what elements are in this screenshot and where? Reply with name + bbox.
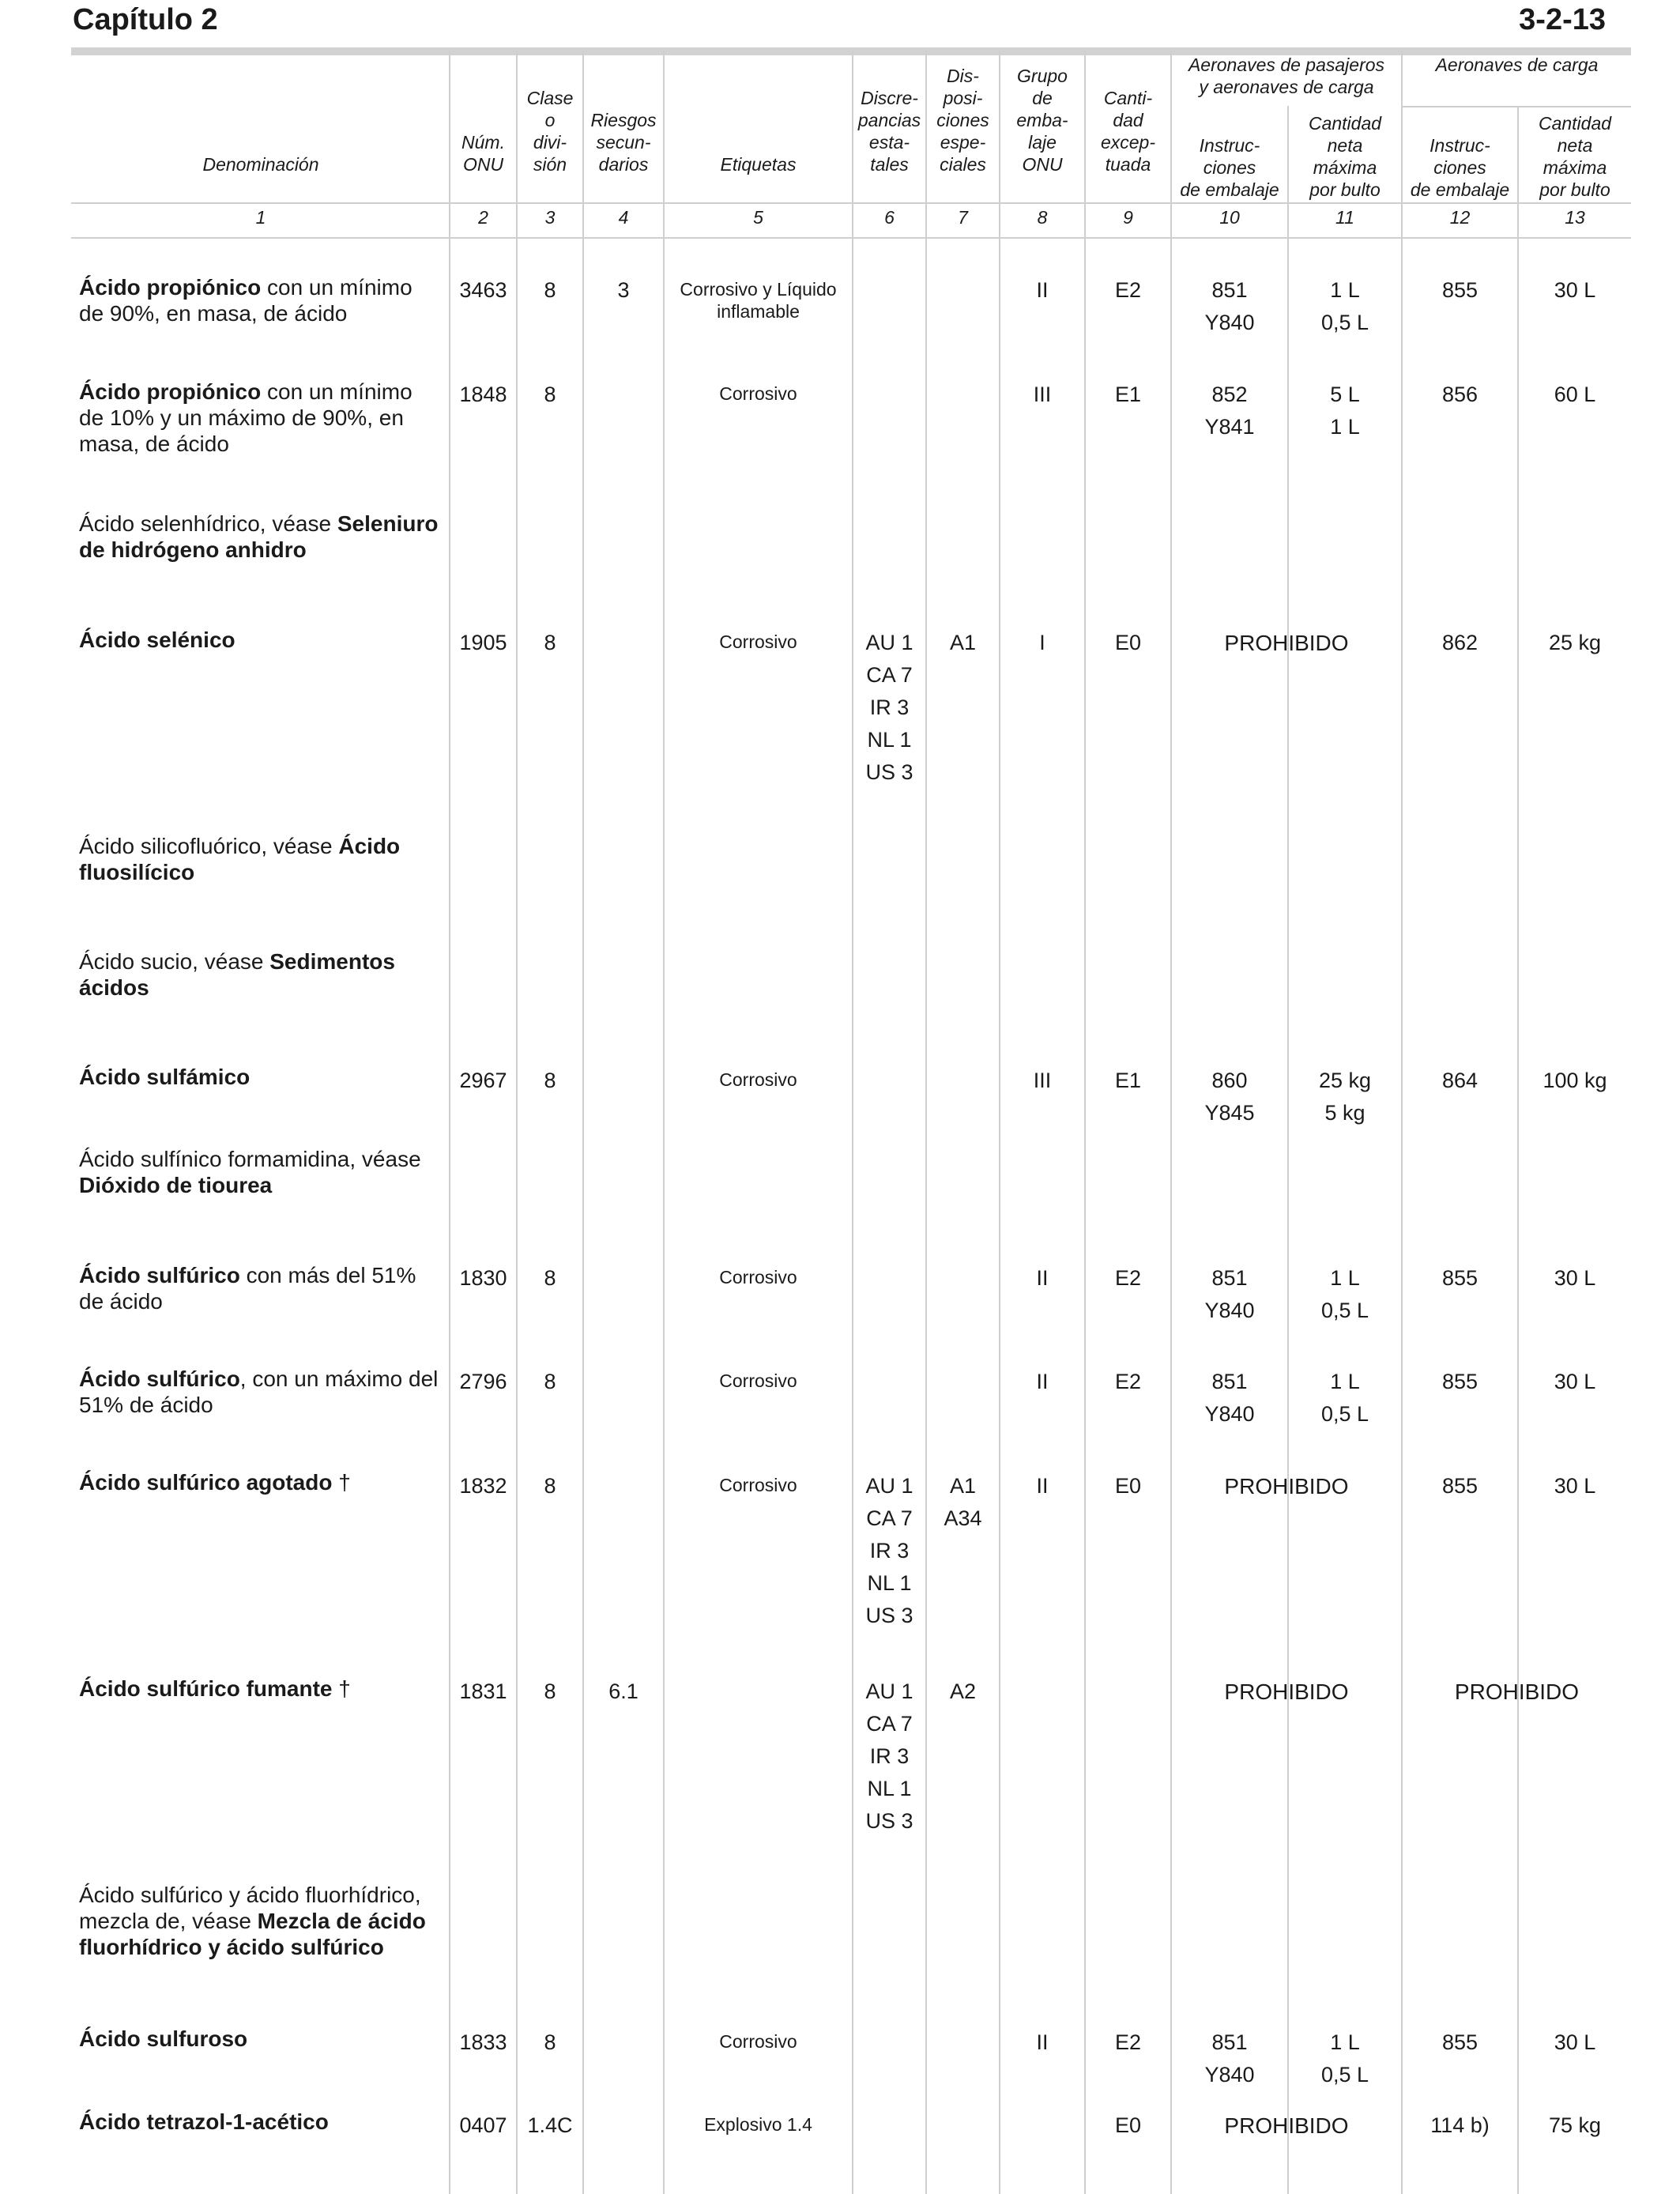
pax-max-quantity: 1 L 0,5 L: [1320, 2030, 1369, 2087]
un-number: 1833: [459, 2030, 507, 2054]
excepted-quantity: E2: [1114, 2030, 1142, 2054]
cargo-packing-instruction: 864: [1441, 1069, 1478, 1092]
substance-name: Ácido tetrazol-1-acético: [79, 2109, 329, 2134]
cargo-max-quantity: 25 kg: [1548, 631, 1602, 654]
pax-packing-instruction: 860 Y845: [1204, 1069, 1255, 1125]
header-group-pasajeros: Aeronaves de pasajeros y aeronaves de carga: [1188, 55, 1385, 97]
pax-forbidden: PROHIBIDO: [1224, 1474, 1349, 1498]
cross-reference: Dióxido de tiourea: [79, 1173, 273, 1197]
pax-packing-instruction: 851 Y840: [1204, 1370, 1255, 1426]
substance-name: Ácido sulfúrico fumante †: [79, 1676, 351, 1701]
hazard-class: 8: [544, 1266, 556, 1290]
hazard-class: 8: [544, 383, 556, 406]
column-rule: [582, 51, 584, 2194]
column-number: 13: [1565, 207, 1585, 228]
cross-reference: Seleniuro de hidrógeno anhidro: [79, 511, 439, 562]
substance-name: Ácido sulfúrico agotado †: [79, 1470, 351, 1495]
cargo-max-quantity: 30 L: [1554, 1266, 1596, 1290]
pax-forbidden: PROHIBIDO: [1224, 2113, 1349, 2138]
column-number: 8: [1037, 207, 1048, 228]
header-instrucciones-carga: Instruc- ciones de embalaje: [1410, 135, 1510, 200]
pax-max-quantity: 1 L 0,5 L: [1320, 1370, 1369, 1426]
substance-name: Ácido selenhídrico, véase Seleniuro de hidrógeno anhidro: [79, 511, 439, 562]
header-disposiciones: Dis- posi- ciones espe- ciales: [936, 66, 989, 175]
cargo-packing-instruction: 862: [1441, 631, 1478, 654]
cargo-max-quantity: 30 L: [1554, 278, 1596, 302]
header-riesgos: Riesgos secun- darios: [590, 110, 657, 175]
cross-reference: Ácido fluosilícico: [79, 834, 401, 884]
substance-name: Ácido sucio, véase Sedimentos ácidos: [79, 949, 395, 1000]
cross-reference: Sedimentos ácidos: [79, 949, 395, 1000]
hazard-class: 1.4C: [527, 2113, 573, 2137]
excepted-quantity: E2: [1114, 278, 1142, 302]
un-number: 1905: [459, 631, 507, 654]
header-num-onu: Núm. ONU: [461, 132, 505, 175]
cargo-packing-instruction: 855: [1441, 1474, 1478, 1498]
substance-name: Ácido sulfínico formamidina, véase Dióxido de tiourea: [79, 1147, 421, 1197]
subsidiary-risk: 3: [617, 278, 630, 302]
header-group-carga: Aeronaves de carga: [1435, 55, 1599, 75]
cargo-packing-instruction: 855: [1441, 1370, 1478, 1393]
packing-group: III: [1033, 383, 1052, 406]
excepted-quantity: E1: [1114, 383, 1142, 406]
header-cantidad-carga: Cantidad neta máxima por bulto: [1538, 113, 1612, 200]
un-number: 0407: [459, 2113, 507, 2137]
row-rule: [71, 237, 1631, 239]
hazard-class: 8: [544, 631, 556, 654]
column-rule: [1517, 106, 1519, 2194]
column-number: 10: [1219, 207, 1240, 228]
cargo-packing-instruction: 855: [1441, 2030, 1478, 2054]
column-rule: [999, 51, 1000, 2194]
hazard-class: 8: [544, 2030, 556, 2054]
hazard-label: Corrosivo: [719, 631, 797, 652]
hazard-label: Corrosivo: [719, 383, 797, 404]
subsidiary-risk: 6.1: [608, 1679, 638, 1703]
header-clase: Clase o divi- sión: [526, 88, 574, 175]
column-number: 6: [884, 207, 895, 228]
un-number: 3463: [459, 278, 507, 302]
cargo-max-quantity: 30 L: [1554, 1474, 1596, 1498]
pax-forbidden: PROHIBIDO: [1224, 631, 1349, 655]
hazard-label: Corrosivo y Líquido inflamable: [680, 279, 837, 322]
un-number: 2796: [459, 1370, 507, 1393]
pax-packing-instruction: 851 Y840: [1204, 278, 1255, 334]
substance-name: Ácido sulfuroso: [79, 2026, 248, 2051]
packing-group: II: [1036, 1266, 1049, 1290]
hazard-label: Corrosivo: [719, 2031, 797, 2052]
column-number: 2: [478, 207, 488, 228]
substance-name: Ácido sulfúrico y ácido fluorhídrico, mezcla de, véase Mezcla de ácido fluorhídrico y ácido sulfúrico: [79, 1883, 426, 1959]
pax-max-quantity: 1 L 0,5 L: [1320, 1266, 1369, 1322]
pax-packing-instruction: 852 Y841: [1204, 383, 1255, 439]
column-number: 1: [255, 207, 266, 228]
un-number: 1830: [459, 1266, 507, 1290]
excepted-quantity: E2: [1114, 1370, 1142, 1393]
column-number: 12: [1449, 207, 1471, 228]
pax-forbidden: PROHIBIDO: [1224, 1679, 1349, 1704]
column-rule: [1084, 51, 1086, 2194]
substance-name: Ácido sulfúrico con más del 51% de ácido: [79, 1263, 416, 1314]
cargo-max-quantity: 100 kg: [1543, 1069, 1607, 1092]
un-number: 1831: [459, 1679, 507, 1703]
hazard-class: 8: [544, 1474, 556, 1498]
packing-group: II: [1036, 1370, 1049, 1393]
hazard-class: 8: [544, 278, 556, 302]
header-discrepancias: Discre- pancias esta- tales: [857, 88, 921, 175]
header-instrucciones-pax: Instruc- ciones de embalaje: [1180, 135, 1279, 200]
substance-name: Ácido propiónico con un mínimo de 10% y un máximo de 90%, en masa, de ácido: [79, 379, 412, 456]
packing-group: II: [1036, 2030, 1049, 2054]
row-rule: [71, 202, 1631, 204]
cargo-max-quantity: 60 L: [1554, 383, 1596, 406]
special-provisions: A2: [949, 1679, 977, 1703]
pax-packing-instruction: 851 Y840: [1204, 2030, 1255, 2087]
header-cantidad-pax: Cantidad neta máxima por bulto: [1308, 113, 1382, 200]
cargo-max-quantity: 30 L: [1554, 2030, 1596, 2054]
packing-group: II: [1036, 1474, 1049, 1498]
substance-name: Ácido propiónico con un mínimo de 90%, en masa, de ácido: [79, 275, 412, 326]
column-rule: [449, 51, 450, 2194]
column-number: 9: [1123, 207, 1133, 228]
hazard-class: 8: [544, 1679, 556, 1703]
un-number: 2967: [459, 1069, 507, 1092]
pax-max-quantity: 5 L 1 L: [1330, 383, 1360, 439]
cross-reference: Mezcla de ácido fluorhídrico y ácido sulfúrico: [79, 1909, 426, 1959]
column-number: 5: [753, 207, 763, 228]
substance-name: Ácido sulfámico: [79, 1065, 250, 1089]
cargo-max-quantity: 75 kg: [1548, 2113, 1602, 2137]
header-cantidad-exceptuada: Canti- dad excep- tuada: [1100, 88, 1156, 175]
column-number: 11: [1335, 207, 1354, 228]
excepted-quantity: E1: [1114, 1069, 1142, 1092]
cargo-packing-instruction: 855: [1441, 1266, 1478, 1290]
cargo-forbidden: PROHIBIDO: [1454, 1679, 1580, 1704]
cargo-packing-instruction: 855: [1441, 278, 1478, 302]
hazard-label: Corrosivo: [719, 1370, 797, 1391]
excepted-quantity: E2: [1114, 1266, 1142, 1290]
column-rule: [852, 51, 853, 2194]
column-rule: [1401, 51, 1403, 2194]
column-number: 3: [544, 207, 556, 228]
un-number: 1848: [459, 383, 507, 406]
packing-group: II: [1036, 278, 1049, 302]
header-etiquetas: Etiquetas: [720, 154, 797, 175]
hazard-label: Corrosivo: [719, 1267, 797, 1287]
hazard-label: Explosivo 1.4: [704, 2114, 812, 2135]
state-variations: AU 1 CA 7 IR 3 NL 1 US 3: [865, 1474, 913, 1627]
substance-name: Ácido silicofluórico, véase Ácido fluosilícico: [79, 834, 401, 884]
hazard-label: Corrosivo: [719, 1475, 797, 1495]
un-number: 1832: [459, 1474, 507, 1498]
packing-group: III: [1033, 1069, 1052, 1092]
substance-name: Ácido sulfúrico, con un máximo del 51% de ácido: [79, 1367, 439, 1417]
state-variations: AU 1 CA 7 IR 3 NL 1 US 3: [865, 1679, 913, 1833]
packing-group: I: [1039, 631, 1045, 654]
column-number: 4: [618, 207, 629, 228]
excepted-quantity: E0: [1114, 1474, 1142, 1498]
row-rule: [1401, 106, 1631, 107]
column-number: 7: [958, 207, 968, 228]
special-provisions: A1: [949, 631, 977, 654]
hazard-label: Corrosivo: [719, 1069, 797, 1090]
excepted-quantity: E0: [1114, 2113, 1142, 2137]
cargo-packing-instruction: 114 b): [1430, 2113, 1490, 2137]
excepted-quantity: E0: [1114, 631, 1142, 654]
substance-name: Ácido selénico: [79, 628, 235, 652]
column-rule: [925, 51, 927, 2194]
state-variations: AU 1 CA 7 IR 3 NL 1 US 3: [865, 631, 913, 784]
pax-max-quantity: 25 kg 5 kg: [1318, 1069, 1372, 1125]
pax-packing-instruction: 851 Y840: [1204, 1266, 1255, 1322]
chapter-title: Capítulo 2: [73, 3, 218, 36]
column-rule: [516, 51, 518, 2194]
hazard-class: 8: [544, 1370, 556, 1393]
header-grupo-embalaje: Grupo de emba- laje ONU: [1016, 66, 1068, 175]
special-provisions: A1 A34: [944, 1474, 982, 1530]
hazard-class: 8: [544, 1069, 556, 1092]
cargo-max-quantity: 30 L: [1554, 1370, 1596, 1393]
pax-max-quantity: 1 L 0,5 L: [1320, 278, 1369, 334]
header-denominacion: Denominación: [202, 154, 319, 175]
page-number: 3-2-13: [1519, 3, 1606, 36]
column-rule: [663, 51, 665, 2194]
cargo-packing-instruction: 856: [1441, 383, 1478, 406]
